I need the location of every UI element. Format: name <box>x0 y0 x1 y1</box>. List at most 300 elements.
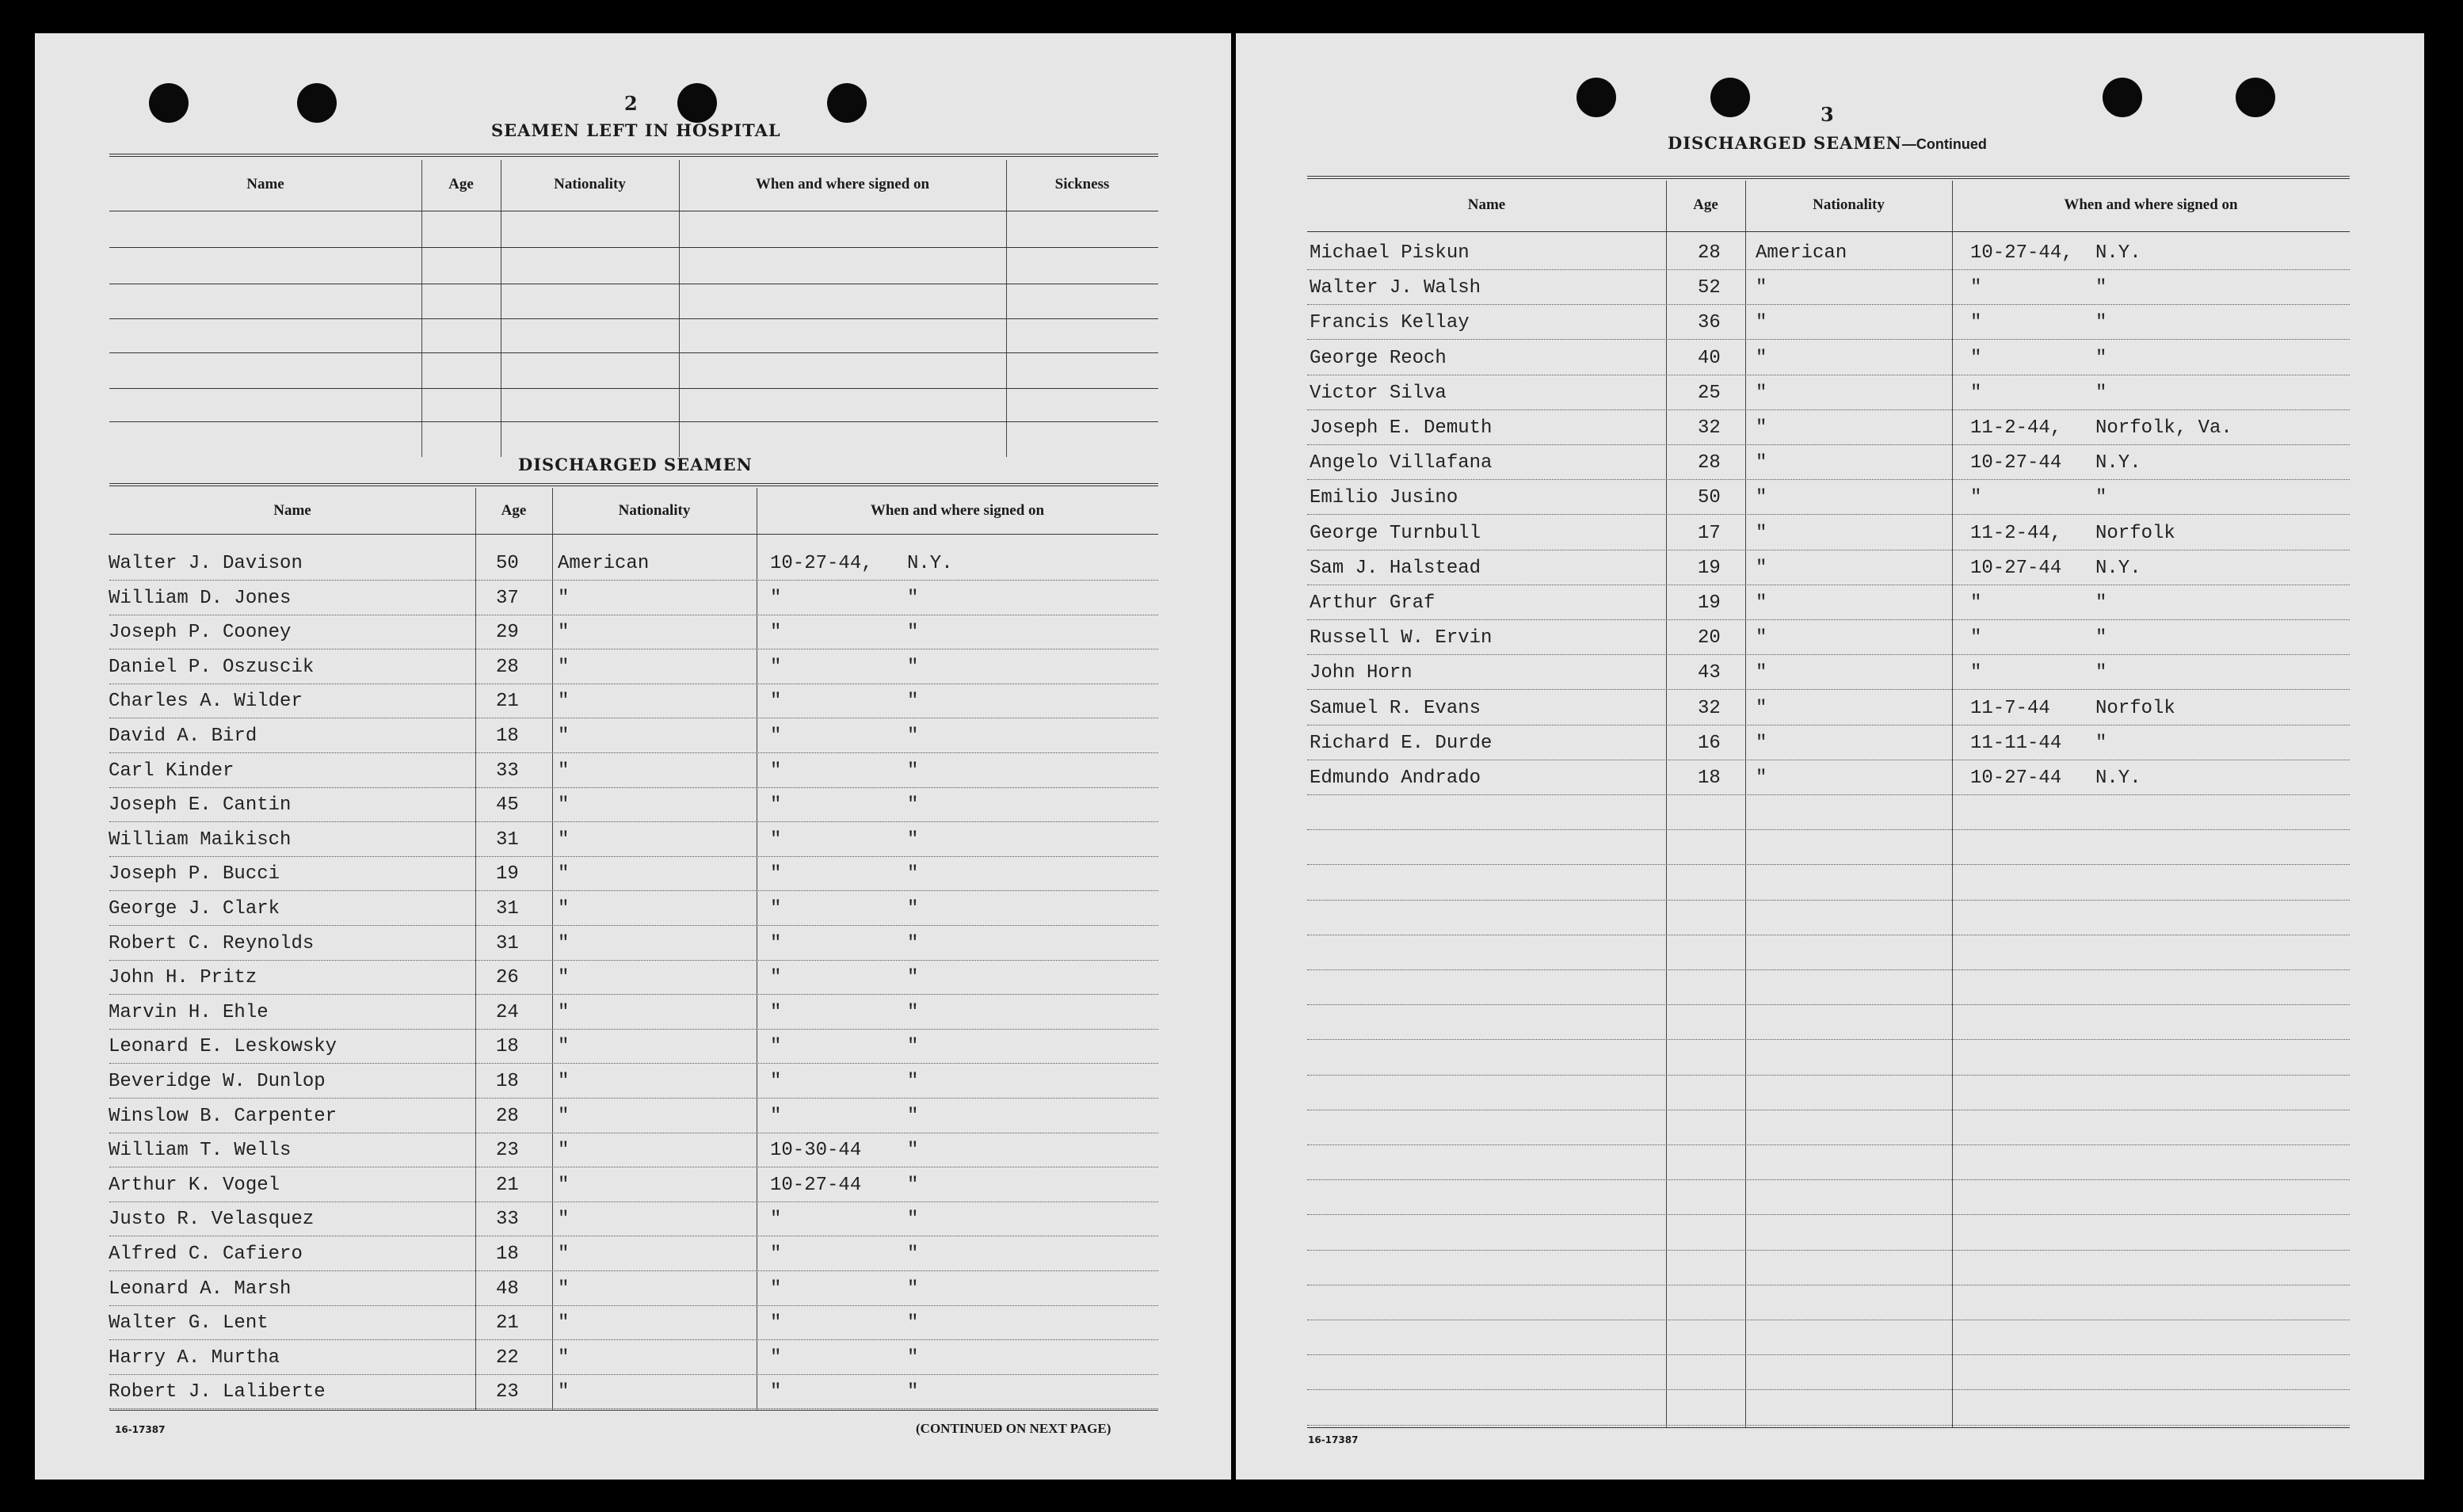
seaman-nationality: " <box>558 1346 570 1369</box>
row-rule <box>1307 1389 2350 1390</box>
seaman-age: 32 <box>1698 697 1721 719</box>
signed-on-place: " <box>907 1001 919 1023</box>
row-rule <box>1307 514 2350 515</box>
binder-hole-icon <box>1710 78 1750 117</box>
binder-hole-icon <box>677 83 717 123</box>
signed-on-date: " <box>1970 312 1982 334</box>
seaman-name: Samuel R. Evans <box>1310 697 1481 719</box>
seaman-age: 18 <box>496 1036 519 1058</box>
signed-on-date: 11-2-44, <box>1970 417 2062 439</box>
row-rule <box>1307 725 2350 726</box>
row-rule <box>1307 444 2350 445</box>
seaman-name: Edmundo Andrado <box>1310 767 1481 789</box>
seaman-name: Alfred C. Cafiero <box>109 1243 303 1265</box>
signed-on-date: 11-7-44 <box>1970 697 2050 719</box>
seaman-nationality: " <box>1756 382 1767 404</box>
signed-on-place: " <box>907 656 919 678</box>
header-nationality: Nationality <box>618 502 691 519</box>
seaman-nationality: " <box>558 863 570 885</box>
table-bottom-rule <box>1307 1427 2350 1428</box>
seaman-nationality: " <box>558 691 570 713</box>
seaman-nationality: " <box>1756 557 1767 579</box>
signed-on-date: " <box>770 828 782 851</box>
row-rule <box>1307 269 2350 270</box>
seaman-name: Justo R. Velasquez <box>109 1209 315 1231</box>
seaman-nationality: " <box>1756 487 1767 509</box>
column-divider <box>1666 181 1667 1427</box>
form-number: 16-17387 <box>1308 1434 1359 1445</box>
signed-on-date: " <box>770 760 782 782</box>
hospital-section-title: SEAMEN LEFT IN HOSPITAL <box>491 120 781 140</box>
row-rule <box>109 1029 1158 1030</box>
row-rule <box>109 856 1158 857</box>
signed-on-place: " <box>907 1209 919 1231</box>
seaman-name: Walter J. Davison <box>109 553 303 574</box>
seaman-name: William T. Wells <box>109 1140 292 1162</box>
title-suffix: —Continued <box>1901 136 1987 152</box>
row-rule <box>109 890 1158 891</box>
seaman-nationality: " <box>558 1278 570 1300</box>
seaman-age: 22 <box>496 1346 519 1369</box>
signed-on-place: " <box>907 1071 919 1092</box>
signed-on-place: " <box>907 1381 919 1403</box>
signed-on-place: Norfolk <box>2095 697 2175 719</box>
seaman-nationality: " <box>558 622 570 644</box>
signed-on-place: " <box>2095 592 2107 614</box>
seaman-age: 28 <box>1698 242 1721 264</box>
signed-on-place: " <box>2095 662 2107 684</box>
seaman-name: Emilio Jusino <box>1310 487 1458 509</box>
header-sickness: Sickness <box>1054 176 1110 192</box>
seaman-name: Daniel P. Oszuscik <box>109 656 315 678</box>
row-rule <box>109 580 1158 581</box>
signed-on-place: " <box>907 794 919 817</box>
column-divider <box>421 160 422 457</box>
right-page <box>1236 33 2424 1480</box>
seaman-nationality: " <box>558 1140 570 1162</box>
row-rule <box>109 994 1158 995</box>
seaman-nationality: " <box>1756 592 1767 614</box>
seaman-age: 21 <box>496 1174 519 1196</box>
signed-on-place: N.Y. <box>2095 242 2141 264</box>
signed-on-place: Norfolk, Va. <box>2095 417 2232 439</box>
seaman-age: 45 <box>496 794 519 817</box>
signed-on-place: " <box>907 898 919 920</box>
seaman-nationality: " <box>558 967 570 989</box>
seaman-name: Harry A. Murtha <box>109 1346 280 1369</box>
row-rule <box>109 787 1158 788</box>
discharged-section-title: DISCHARGED SEAMEN <box>518 455 753 474</box>
row-rule <box>1307 654 2350 655</box>
column-divider <box>1006 160 1007 457</box>
seaman-age: 29 <box>496 622 519 644</box>
signed-on-place: Norfolk <box>2095 522 2175 544</box>
binder-hole-icon <box>827 83 867 123</box>
row-rule <box>1307 1179 2350 1180</box>
row-rule <box>1307 1214 2350 1215</box>
seaman-nationality: " <box>558 1105 570 1127</box>
seaman-name: Victor Silva <box>1310 382 1447 404</box>
row-rule <box>1307 1004 2350 1005</box>
signed-on-place: " <box>907 1346 919 1369</box>
signed-on-date: " <box>770 1036 782 1058</box>
header-age: Age <box>501 502 527 519</box>
binder-hole-icon <box>297 83 337 123</box>
seaman-name: Angelo Villafana <box>1310 452 1493 474</box>
signed-on-date: " <box>1970 277 1982 299</box>
seaman-age: 31 <box>496 898 519 920</box>
signed-on-place: N.Y. <box>2095 557 2141 579</box>
seaman-name: William D. Jones <box>109 587 292 609</box>
seaman-age: 21 <box>496 691 519 713</box>
signed-on-date: 10-27-44, <box>1970 242 2073 264</box>
signed-on-place: " <box>907 726 919 747</box>
seaman-nationality: " <box>1756 697 1767 719</box>
header-nationality: Nationality <box>554 176 626 192</box>
table-bottom-rule <box>109 1410 1158 1411</box>
signed-on-place: " <box>2095 732 2107 754</box>
signed-on-place: " <box>907 1312 919 1335</box>
seaman-age: 33 <box>496 1209 519 1231</box>
signed-on-date: " <box>770 656 782 678</box>
signed-on-date: " <box>770 1381 782 1403</box>
seaman-name: Sam J. Halstead <box>1310 557 1481 579</box>
column-divider <box>475 488 476 1410</box>
signed-on-date: 11-2-44, <box>1970 522 2062 544</box>
row-rule <box>109 352 1158 353</box>
seaman-name: Charles A. Wilder <box>109 691 303 713</box>
seaman-nationality: " <box>558 1243 570 1265</box>
seaman-name: Joseph P. Cooney <box>109 622 292 644</box>
seaman-nationality: American <box>1756 242 1847 264</box>
seaman-name: George Turnbull <box>1310 522 1481 544</box>
seaman-age: 23 <box>496 1381 519 1403</box>
row-rule <box>1307 479 2350 480</box>
header-rule <box>1307 231 2350 232</box>
row-rule <box>109 247 1158 248</box>
seaman-name: Robert J. Laliberte <box>109 1381 326 1403</box>
seaman-age: 31 <box>496 828 519 851</box>
row-rule <box>1307 1354 2350 1355</box>
column-divider <box>1952 181 1953 1427</box>
seaman-name: Russell W. Ervin <box>1310 627 1493 649</box>
seaman-name: Robert C. Reynolds <box>109 932 315 954</box>
seaman-age: 19 <box>1698 592 1721 614</box>
title-main: DISCHARGED SEAMEN <box>1668 133 1902 153</box>
signed-on-date: " <box>770 898 782 920</box>
header-name: Name <box>246 176 284 192</box>
seaman-name: Arthur K. Vogel <box>109 1174 280 1196</box>
row-rule <box>1307 1144 2350 1145</box>
row-rule <box>109 821 1158 822</box>
seaman-age: 28 <box>496 1105 519 1127</box>
row-rule <box>109 1374 1158 1375</box>
signed-on-date: " <box>770 1209 782 1231</box>
signed-on-place: N.Y. <box>907 553 953 574</box>
seaman-nationality: " <box>558 587 570 609</box>
signed-on-date: " <box>770 1346 782 1369</box>
table-rule <box>109 154 1158 157</box>
seaman-nationality: " <box>1756 662 1767 684</box>
row-rule <box>109 388 1158 389</box>
signed-on-place: " <box>907 863 919 885</box>
seaman-age: 28 <box>496 656 519 678</box>
seaman-age: 18 <box>1698 767 1721 789</box>
seaman-age: 24 <box>496 1001 519 1023</box>
row-rule <box>1307 619 2350 620</box>
row-rule <box>1307 689 2350 690</box>
seaman-age: 48 <box>496 1278 519 1300</box>
seaman-age: 20 <box>1698 627 1721 649</box>
signed-on-place: " <box>907 1140 919 1162</box>
seaman-nationality: " <box>1756 627 1767 649</box>
seaman-name: John Horn <box>1310 662 1413 684</box>
seaman-nationality: " <box>558 1381 570 1403</box>
signed-on-place: " <box>907 1105 919 1127</box>
signed-on-date: " <box>770 622 782 644</box>
row-rule <box>1307 339 2350 340</box>
seaman-age: 18 <box>496 1071 519 1092</box>
signed-on-date: " <box>770 932 782 954</box>
signed-on-date: 10-27-44 <box>770 1174 862 1196</box>
row-rule <box>1307 409 2350 410</box>
seaman-nationality: " <box>558 1174 570 1196</box>
row-rule <box>109 1063 1158 1064</box>
binder-hole-icon <box>2236 78 2275 117</box>
seaman-age: 21 <box>496 1312 519 1335</box>
signed-on-place: " <box>2095 487 2107 509</box>
seaman-age: 37 <box>496 587 519 609</box>
signed-on-date: 10-30-44 <box>770 1140 862 1162</box>
continued-note: (CONTINUED ON NEXT PAGE) <box>916 1421 1111 1436</box>
seaman-name: David A. Bird <box>109 726 257 747</box>
signed-on-place: " <box>907 760 919 782</box>
seaman-name: George J. Clark <box>109 898 280 920</box>
seaman-nationality: " <box>1756 277 1767 299</box>
signed-on-date: " <box>770 726 782 747</box>
signed-on-place: " <box>2095 312 2107 334</box>
seaman-name: Francis Kellay <box>1310 312 1470 334</box>
seaman-name: Richard E. Durde <box>1310 732 1493 754</box>
signed-on-date: " <box>1970 487 1982 509</box>
signed-on-date: 10-27-44 <box>1970 767 2062 789</box>
signed-on-date: " <box>770 691 782 713</box>
column-divider <box>1745 181 1746 1427</box>
seaman-nationality: " <box>558 828 570 851</box>
row-rule <box>109 1339 1158 1340</box>
signed-on-date: " <box>1970 592 1982 614</box>
row-rule <box>109 960 1158 961</box>
signed-on-place: " <box>907 587 919 609</box>
signed-on-date: " <box>770 1071 782 1092</box>
seaman-nationality: " <box>558 760 570 782</box>
seaman-age: 17 <box>1698 522 1721 544</box>
seaman-age: 26 <box>496 967 519 989</box>
seaman-name: Leonard E. Leskowsky <box>109 1036 337 1058</box>
header-name: Name <box>273 502 311 519</box>
seaman-name: Carl Kinder <box>109 760 234 782</box>
binder-hole-icon <box>1577 78 1616 117</box>
seaman-age: 43 <box>1698 662 1721 684</box>
signed-on-date: " <box>770 794 782 817</box>
seaman-name: Michael Piskun <box>1310 242 1470 264</box>
row-rule <box>109 752 1158 753</box>
table-rule <box>109 483 1158 486</box>
seaman-age: 19 <box>1698 557 1721 579</box>
seaman-name: Walter J. Walsh <box>1310 277 1481 299</box>
signed-on-place: " <box>2095 627 2107 649</box>
binder-hole-icon <box>2103 78 2142 117</box>
header-nationality: Nationality <box>1813 196 1885 213</box>
header-age: Age <box>448 176 474 192</box>
signed-on-place: " <box>907 828 919 851</box>
row-rule <box>109 925 1158 926</box>
seaman-nationality: " <box>558 1071 570 1092</box>
signed-on-place: " <box>907 622 919 644</box>
column-divider <box>552 488 553 1410</box>
signed-on-place: " <box>907 932 919 954</box>
row-rule <box>1307 794 2350 795</box>
header-rule <box>109 534 1158 535</box>
row-rule <box>1307 829 2350 830</box>
signed-on-date: " <box>770 1312 782 1335</box>
seaman-age: 16 <box>1698 732 1721 754</box>
seaman-name: Leonard A. Marsh <box>109 1278 292 1300</box>
seaman-name: Joseph E. Cantin <box>109 794 292 817</box>
signed-on-place: " <box>2095 382 2107 404</box>
signed-on-place: " <box>907 1036 919 1058</box>
row-rule <box>1307 1250 2350 1251</box>
signed-on-date: " <box>770 587 782 609</box>
signed-on-date: " <box>1970 347 1982 369</box>
seaman-age: 40 <box>1698 347 1721 369</box>
binder-hole-icon <box>149 83 189 123</box>
seaman-age: 18 <box>496 1243 519 1265</box>
row-rule <box>1307 304 2350 305</box>
seaman-nationality: " <box>558 898 570 920</box>
row-rule <box>1307 1039 2350 1040</box>
seaman-nationality: " <box>558 794 570 817</box>
seaman-nationality: " <box>1756 452 1767 474</box>
seaman-name: Winslow B. Carpenter <box>109 1105 337 1127</box>
seaman-nationality: " <box>558 932 570 954</box>
signed-on-place: " <box>2095 277 2107 299</box>
seaman-age: 18 <box>496 726 519 747</box>
seaman-name: Joseph P. Bucci <box>109 863 280 885</box>
signed-on-place: " <box>907 1243 919 1265</box>
page-number: 2 <box>624 92 638 115</box>
page-number: 3 <box>1821 103 1834 126</box>
seaman-name: George Reoch <box>1310 347 1447 369</box>
seaman-age: 31 <box>496 932 519 954</box>
row-rule <box>109 1270 1158 1271</box>
seaman-age: 25 <box>1698 382 1721 404</box>
seaman-age: 36 <box>1698 312 1721 334</box>
seaman-age: 32 <box>1698 417 1721 439</box>
left-page <box>35 33 1231 1480</box>
signed-on-place: " <box>2095 347 2107 369</box>
row-rule <box>109 1098 1158 1099</box>
seaman-nationality: " <box>558 1312 570 1335</box>
column-divider <box>679 160 680 457</box>
signed-on-date: " <box>770 1105 782 1127</box>
header-signed-on: When and where signed on <box>2064 196 2238 213</box>
row-rule <box>1307 1425 2350 1426</box>
seaman-age: 19 <box>496 863 519 885</box>
signed-on-date: " <box>1970 382 1982 404</box>
row-rule <box>109 318 1158 319</box>
seaman-nationality: " <box>1756 312 1767 334</box>
signed-on-place: " <box>907 691 919 713</box>
header-signed-on: When and where signed on <box>870 502 1045 519</box>
seaman-nationality: " <box>558 656 570 678</box>
row-rule <box>109 1305 1158 1306</box>
signed-on-date: 10-27-44 <box>1970 557 2062 579</box>
seaman-age: 28 <box>1698 452 1721 474</box>
signed-on-place: " <box>907 1278 919 1300</box>
signed-on-date: 11-11-44 <box>1970 732 2062 754</box>
seaman-nationality: " <box>558 726 570 747</box>
seaman-nationality: " <box>1756 417 1767 439</box>
seaman-age: 33 <box>496 760 519 782</box>
row-rule <box>1307 969 2350 970</box>
signed-on-date: " <box>770 1001 782 1023</box>
signed-on-place: " <box>907 1174 919 1196</box>
signed-on-date: " <box>770 863 782 885</box>
form-number: 16-17387 <box>115 1424 166 1435</box>
seaman-nationality: " <box>1756 347 1767 369</box>
header-signed-on: When and where signed on <box>755 176 930 192</box>
row-rule <box>1307 900 2350 901</box>
seaman-nationality: " <box>1756 767 1767 789</box>
discharged-continued-title <box>1668 133 1987 153</box>
signed-on-date: 10-27-44, <box>770 553 873 574</box>
row-rule <box>109 421 1158 422</box>
seaman-nationality: " <box>1756 732 1767 754</box>
seaman-age: 50 <box>1698 487 1721 509</box>
signed-on-place: " <box>907 967 919 989</box>
seaman-name: Marvin H. Ehle <box>109 1001 269 1023</box>
signed-on-place: N.Y. <box>2095 767 2141 789</box>
signed-on-date: " <box>1970 627 1982 649</box>
signed-on-date: 10-27-44 <box>1970 452 2062 474</box>
signed-on-date: " <box>770 967 782 989</box>
seaman-name: Walter G. Lent <box>109 1312 269 1335</box>
seaman-name: John H. Pritz <box>109 967 257 989</box>
seaman-age: 50 <box>496 553 519 574</box>
signed-on-date: " <box>1970 662 1982 684</box>
seaman-nationality: " <box>1756 522 1767 544</box>
signed-on-date: " <box>770 1243 782 1265</box>
seaman-nationality: American <box>558 553 650 574</box>
seaman-name: Beveridge W. Dunlop <box>109 1071 326 1092</box>
signed-on-place: N.Y. <box>2095 452 2141 474</box>
seaman-nationality: " <box>558 1001 570 1023</box>
seaman-name: Joseph E. Demuth <box>1310 417 1493 439</box>
table-rule <box>1307 176 2350 179</box>
seaman-nationality: " <box>558 1036 570 1058</box>
seaman-name: William Maikisch <box>109 828 292 851</box>
seaman-age: 52 <box>1698 277 1721 299</box>
header-age: Age <box>1693 196 1718 213</box>
row-rule <box>1307 1075 2350 1076</box>
signed-on-date: " <box>770 1278 782 1300</box>
header-name: Name <box>1467 196 1506 213</box>
row-rule <box>1307 864 2350 865</box>
seaman-name: Arthur Graf <box>1310 592 1435 614</box>
seaman-nationality: " <box>558 1209 570 1231</box>
seaman-age: 23 <box>496 1140 519 1162</box>
